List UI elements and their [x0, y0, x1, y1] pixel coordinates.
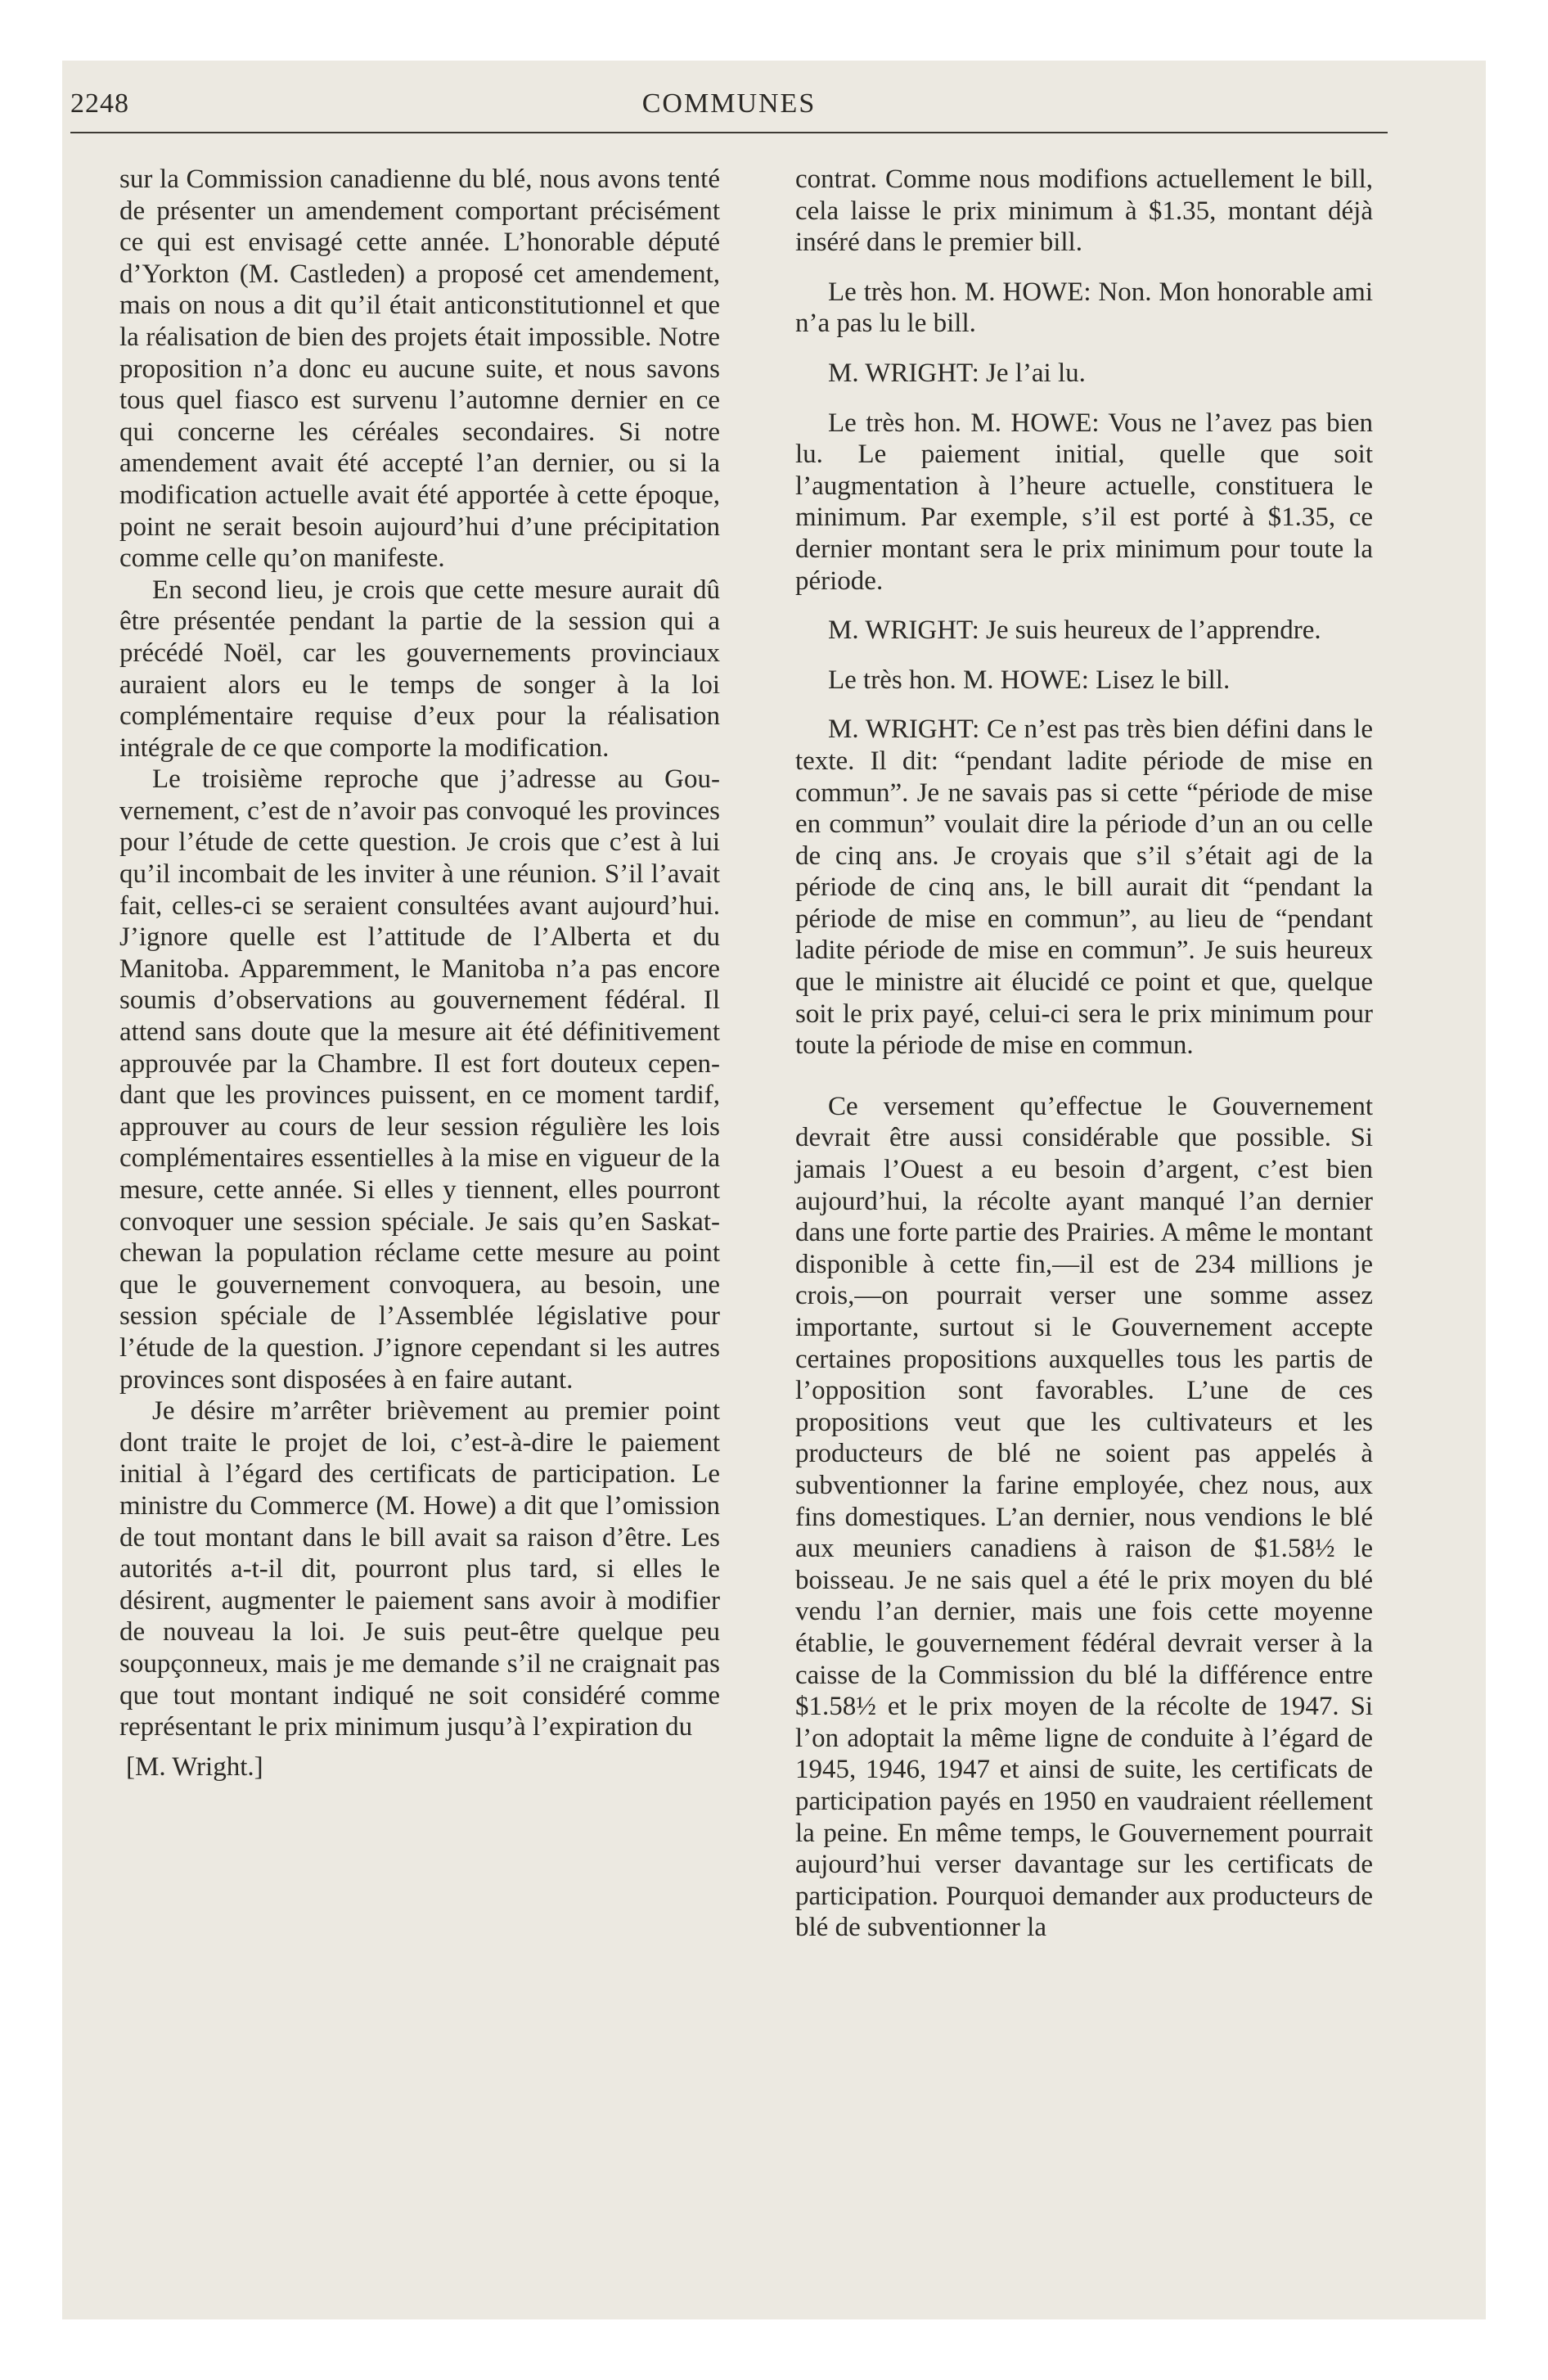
paragraph: sur la Commission canadienne du blé, nous avons tenté de présenter un amendement comportant précisément ce qui est envisagé cette année. L’honorable député d’Yorkton (M. Castleden) a proposé cet amendement, mais on nous a dit qu’il était anticonstitutionnel et que la réalisation de bien des projets était impossible. Notre proposition n’a donc eu aucune suite, et nous savons tous quel fiasco est survenu l’automne dernier en ce qui concerne les céréales secondaires. Si notre amendement avait été accepté l’an dernier, ou si la modification actuelle avait été apportée à cette époque, point ne serait besoin aujourd’hui d’une précipitation comme celle qu’on manifeste. — [119, 165, 720, 574]
paragraph: Je désire m’arrêter brièvement au premier point dont traite le projet de loi, c’est-à-dire le paiement initial à l’égard des certificats de participation. Le ministre du Commerce (M. Howe) a dit que l’omission de tout montant dans le bill avait sa raison d’être. Les autorités a-t-il dit, pourront plus tard, si elles le désirent, augmenter le paiement sans avoir à modifier de nouveau la loi. Je suis peut-être quelque peu soupçonneux, mais je me demande s’il ne craignait pas que tout montant indiqué ne soit considéré comme représentant le prix minimum jusqu’à l’expiration du — [119, 1396, 720, 1742]
page-header — [70, 88, 1388, 121]
header-rule — [70, 132, 1388, 133]
paragraph: Le très hon. M. HOWE: Non. Mon honorable ami n’a pas lu le bill. — [795, 277, 1373, 339]
paragraph: M. WRIGHT: Je suis heureux de l’apprendre. — [828, 615, 1321, 646]
left-column — [119, 164, 720, 1783]
paragraph: Le très hon. M. HOWE: Lisez le bill. — [828, 665, 1231, 695]
paragraph: Le très hon. M. HOWE: Vous ne l’avez pas bien lu. Le paiement initial, quelle que soit l’augmentation à l’heure actuelle, constituera le minimum. Par exemple, s’il est porté à $1.35, ce dernier montant sera le prix minimum pour toute la période. — [795, 408, 1373, 596]
speaker-tag: [M. Wright.] — [126, 1751, 263, 1782]
right-column — [795, 164, 1373, 1944]
page-number: 2248 — [70, 88, 129, 119]
paragraph: M. WRIGHT: Je l’ai lu. — [828, 358, 1086, 388]
paragraph: M. WRIGHT: Ce n’est pas très bien défini dans le texte. Il dit: “pendant ladite période de mise en commun”. Je ne savais pas si cette “période de mise en commun” voulait dire la période d’un an ou celle de cinq ans. Je croyais que s’il s’était agi de la période de cinq ans, le bill aurait dit “pendant la période de mise en commun”, au lieu de “pendant ladite période de mise en commun”. Je suis heureux que le ministre ait élucidé ce point et que, quelque soit le prix payé, celui-ci sera le prix minimum pour toute la période de mise en commun. — [795, 714, 1373, 1061]
paragraph: Ce versement qu’effectue le Gouvernement devrait être aussi considérable que possible. Si jamais l’Ouest a eu besoin d’argent, c’est bien aujourd’hui, la récolte ayant manqué l’an dernier dans une forte partie des Prairies. A même le montant disponible à cette fin,—il est de 234 millions je crois,—on pourrait verser une somme assez importante, surtout si le Gouvernement accepte certaines propositions auxquelles tous les partis de l’opposition sont favorables. L’une de ces propositions veut que les cultivateurs et les producteurs de blé ne soient pas appelés à subventionner la farine employée, chez nous, aux fins domestiques. L’an dernier, nous vendions le blé aux meuniers canadiens à raison de $1.58½ le boisseau. Je ne sais quel a été le prix moyen du blé vendu l’an dernier, mais une fois cette moyenne établie, le gouvernement fédéral devrait verser à la caisse de la Commission du blé la différence entre $1.58½ et le prix moyen de la récolte de 1947. Si l’on adoptait la même ligne de conduite à l’égard de 1945, 1946, 1947 et ainsi de suite, les certificats de participation payés en 1950 en vaudraient réellement la peine. En même temps, le Gouvernement pourrait aujourd’hui verser davantage sur les certificats de participation. Pourquoi demander aux producteurs de blé de subventionner la — [795, 1091, 1373, 1943]
paragraph: contrat. Comme nous modifions actuellement le bill, cela laisse le prix minimum à $1.35, montant déjà inséré dans le premier bill. — [795, 165, 1373, 258]
paragraph: En second lieu, je crois que cette mesure aurait dû être présentée pendant la partie de la session qui a précédé Noël, car les gouvernements provinciaux auraient alors eu le temps de songer à la loi complémentaire requise d’eux pour la réalisation intégrale de ce que comporte la modification. — [119, 575, 720, 763]
running-head: COMMUNES — [641, 88, 817, 119]
paragraph: Le troisième reproche que j’adresse au Gouvernement, c’est de n’avoir pas convoqué les provinces pour l’étude de cette question. Je crois que c’est à lui qu’il incombait de les inviter à une réunion. S’il l’avait fait, celles-ci se seraient consultées avant aujourd’hui. J’ignore quelle est l’attitude de l’Alberta et du Manitoba. Apparemment, le Manitoba n’a pas encore soumis d’observations au gouvernement fédéral. Il attend sans doute que la mesure ait été définitivement approuvée par la Chambre. Il est fort douteux cependant que les provinces puissent, en ce moment tardif, approuver au cours de leur session régulière les lois complémentaires essentielles à la mise en vigueur de la mesure, cette année. Si elles y tiennent, elles pourront convoquer une session spéciale. Je sais qu’en Saskatchewan la population réclame cette mesure au point que le gouvernement convoquera, au besoin, une session spéciale de l’Assemblée législative pour l’étude de la question. J’ignore cependant si les autres provinces sont disposées à en faire autant. — [119, 764, 720, 1395]
